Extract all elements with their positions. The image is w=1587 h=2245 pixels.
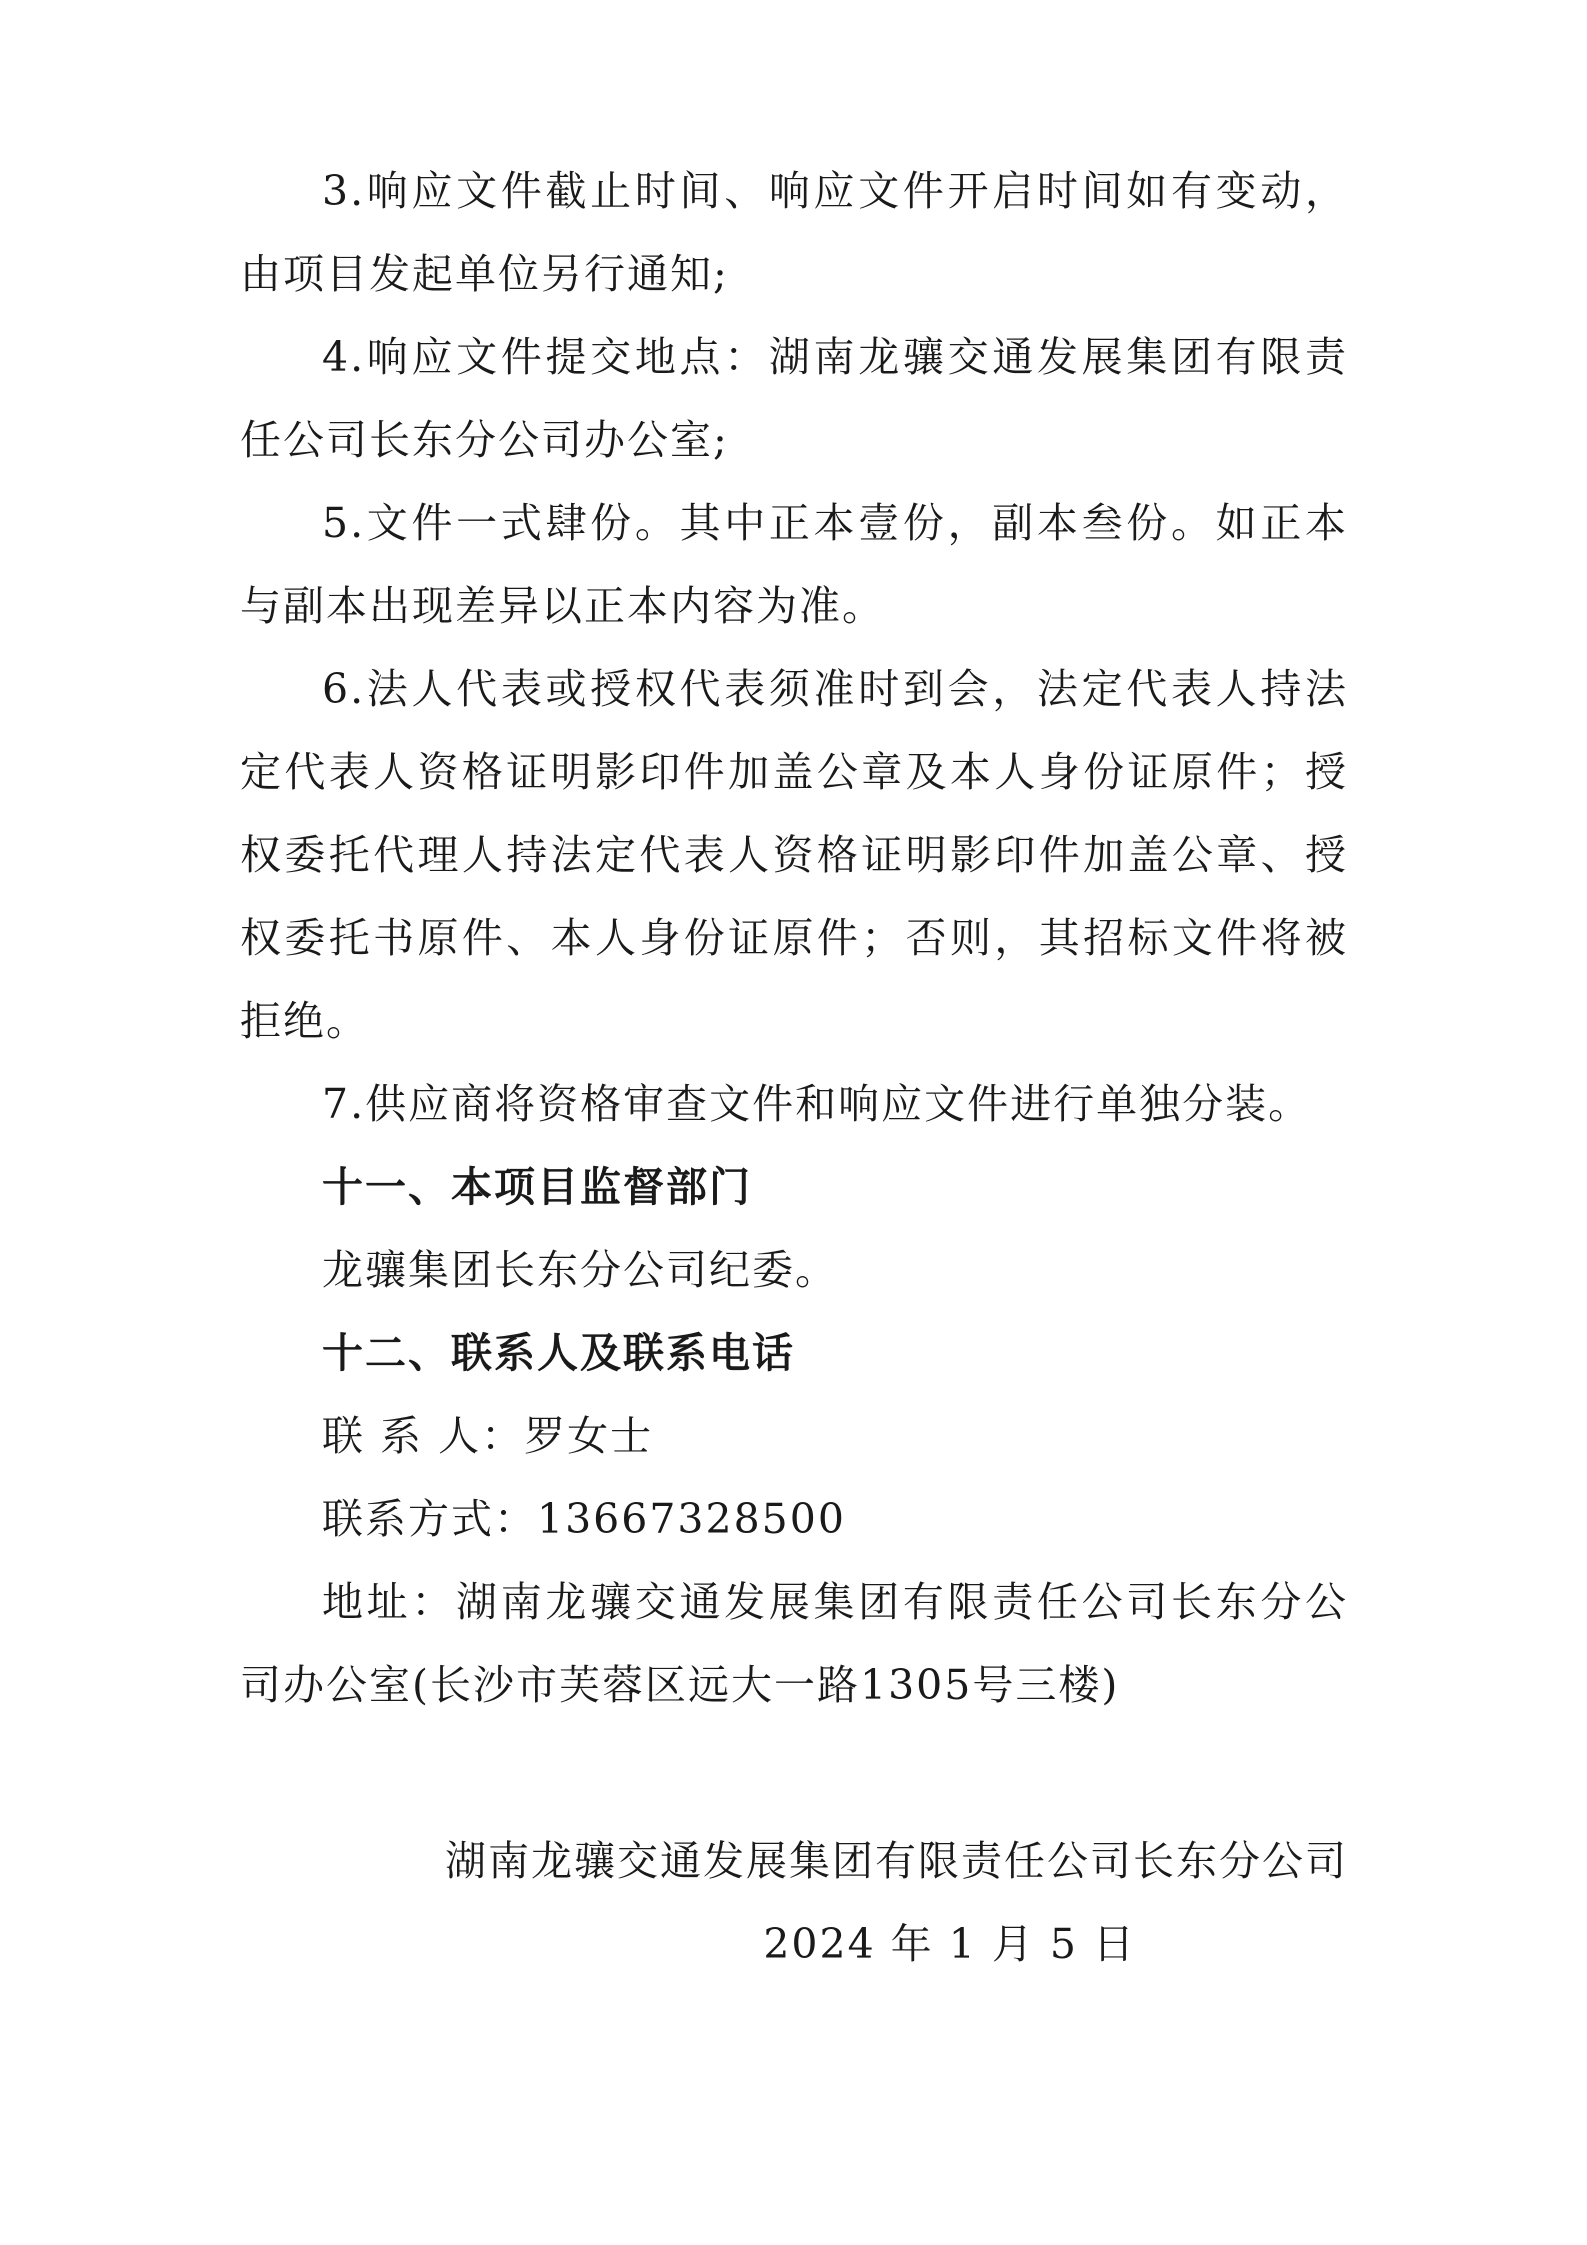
- section-11-body: 龙骧集团长东分公司纪委。: [322, 1246, 838, 1294]
- contact-address: 地址：湖南龙骧交通发展集团有限责任公司长东分公司办公室(长沙市芙蓉区远大一路1305号三楼): [240, 1578, 1348, 1709]
- paragraph-item-3: 3.响应文件截止时间、响应文件开启时间如有变动，由项目发起单位另行通知;: [240, 167, 1348, 298]
- contact-phone: 联系方式：13667328500: [322, 1495, 846, 1543]
- signature-date: 2024 年 1 月 5 日: [763, 1920, 1136, 1968]
- document-body: [240, 150, 1348, 1727]
- paragraph-item-4: 4.响应文件提交地点：湖南龙骧交通发展集团有限责任公司长东分公司办公室;: [240, 333, 1348, 464]
- contact-person: 联 系 人：罗女士: [322, 1412, 654, 1460]
- signature-org: 湖南龙骧交通发展集团有限责任公司长东分公司: [445, 1837, 1348, 1885]
- paragraph-item-7: 7.供应商将资格审查文件和响应文件进行单独分装。: [322, 1080, 1312, 1128]
- paragraph-item-5: 5.文件一式肆份。其中正本壹份，副本叁份。如正本与副本出现差异以正本内容为准。: [240, 499, 1348, 630]
- section-12-heading: 十二、联系人及联系电话: [322, 1329, 795, 1377]
- paragraph-item-6: 6.法人代表或授权代表须准时到会，法定代表人持法定代表人资格证明影印件加盖公章及本人身份证原件；授权委托代理人持法定代表人资格证明影印件加盖公章、授权委托书原件、本人身份证原件；否则，其招标文件将被拒绝。: [240, 665, 1348, 1045]
- section-11-heading: 十一、本项目监督部门: [322, 1163, 752, 1211]
- signature-block: [240, 1820, 1348, 1986]
